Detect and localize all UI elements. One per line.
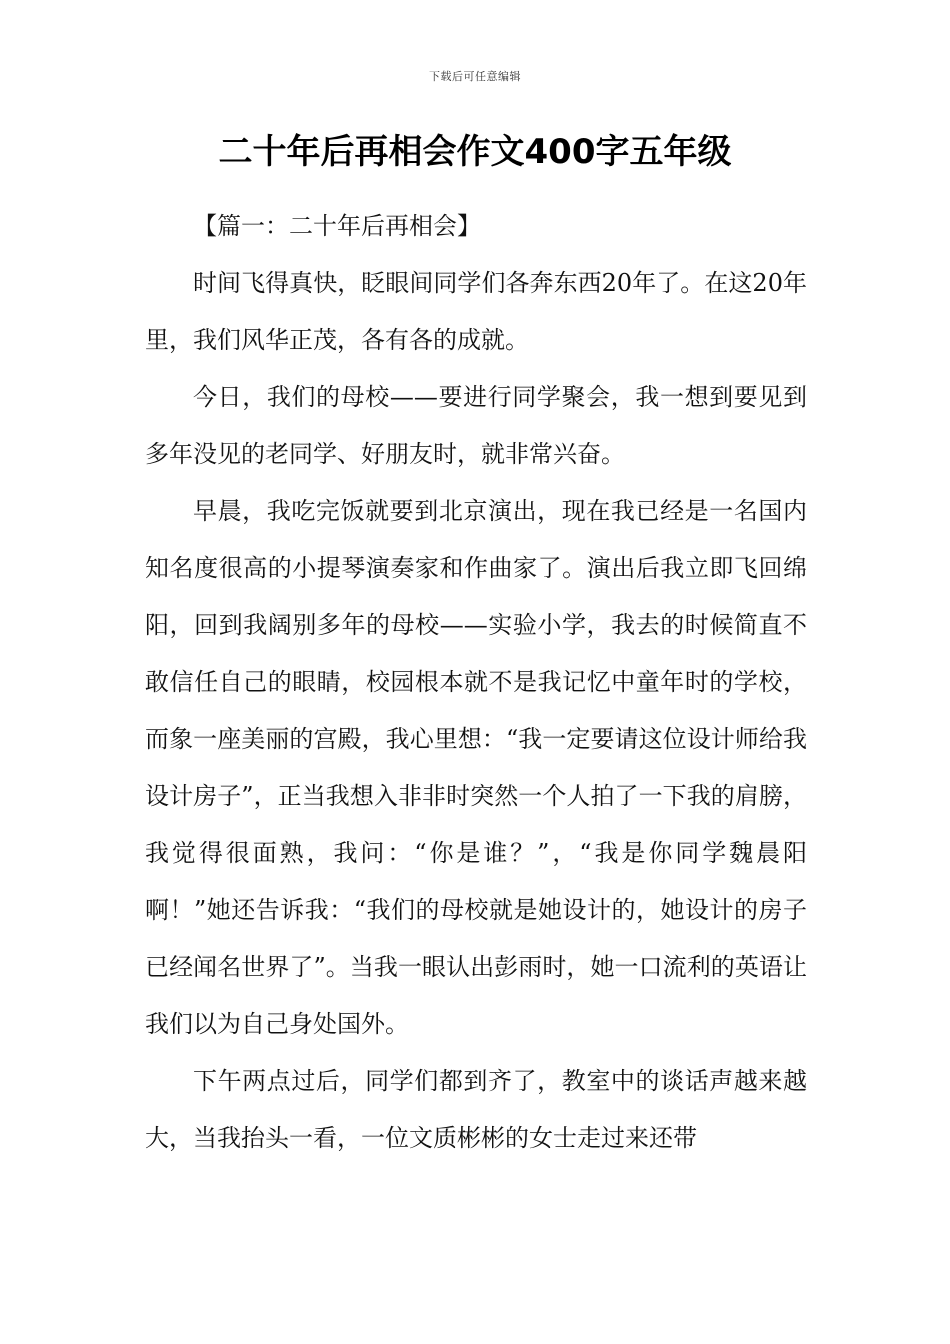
paragraph-1: 时间飞得真快，眨眼间同学们各奔东西20年了。在这20年里，我们风华正茂，各有各的成就。 xyxy=(145,269,807,354)
document-body xyxy=(145,198,807,1167)
section-heading: 【篇一：二十年后再相会】 xyxy=(193,212,481,240)
paragraph-3: 早晨，我吃完饭就要到北京演出，现在我已经是一名国内知名度很高的小提琴演奏家和作曲家了。演出后我立即飞回绵阳，回到我阔别多年的母校——实验小学，我去的时候简直不敢信任自己的眼睛，校园根本就不是我记忆中童年时的学校，而象一座美丽的宫殿，我心里想：“我一定要请这位设计师给我设计房子”，正当我想入非非时突然一个人拍了一下我的肩膀，我觉得很面熟，我问：“你是谁？”，“我是你同学魏晨阳啊！”她还告诉我：“我们的母校就是她设计的，她设计的房子已经闻名世界了”。当我一眼认出彭雨时，她一口流利的英语让我们以为自己身处国外。 xyxy=(145,497,807,1038)
page-header-note: 下载后可任意编辑 xyxy=(429,70,521,83)
paragraph-4: 下午两点过后，同学们都到齐了，教室中的谈话声越来越大，当我抬头一看，一位文质彬彬的女士走过来还带 xyxy=(145,1067,807,1152)
document-title: 二十年后再相会作文400字五年级 xyxy=(218,132,732,172)
paragraph-2: 今日，我们的母校——要进行同学聚会，我一想到要见到多年没见的老同学、好朋友时，就非常兴奋。 xyxy=(145,383,807,468)
